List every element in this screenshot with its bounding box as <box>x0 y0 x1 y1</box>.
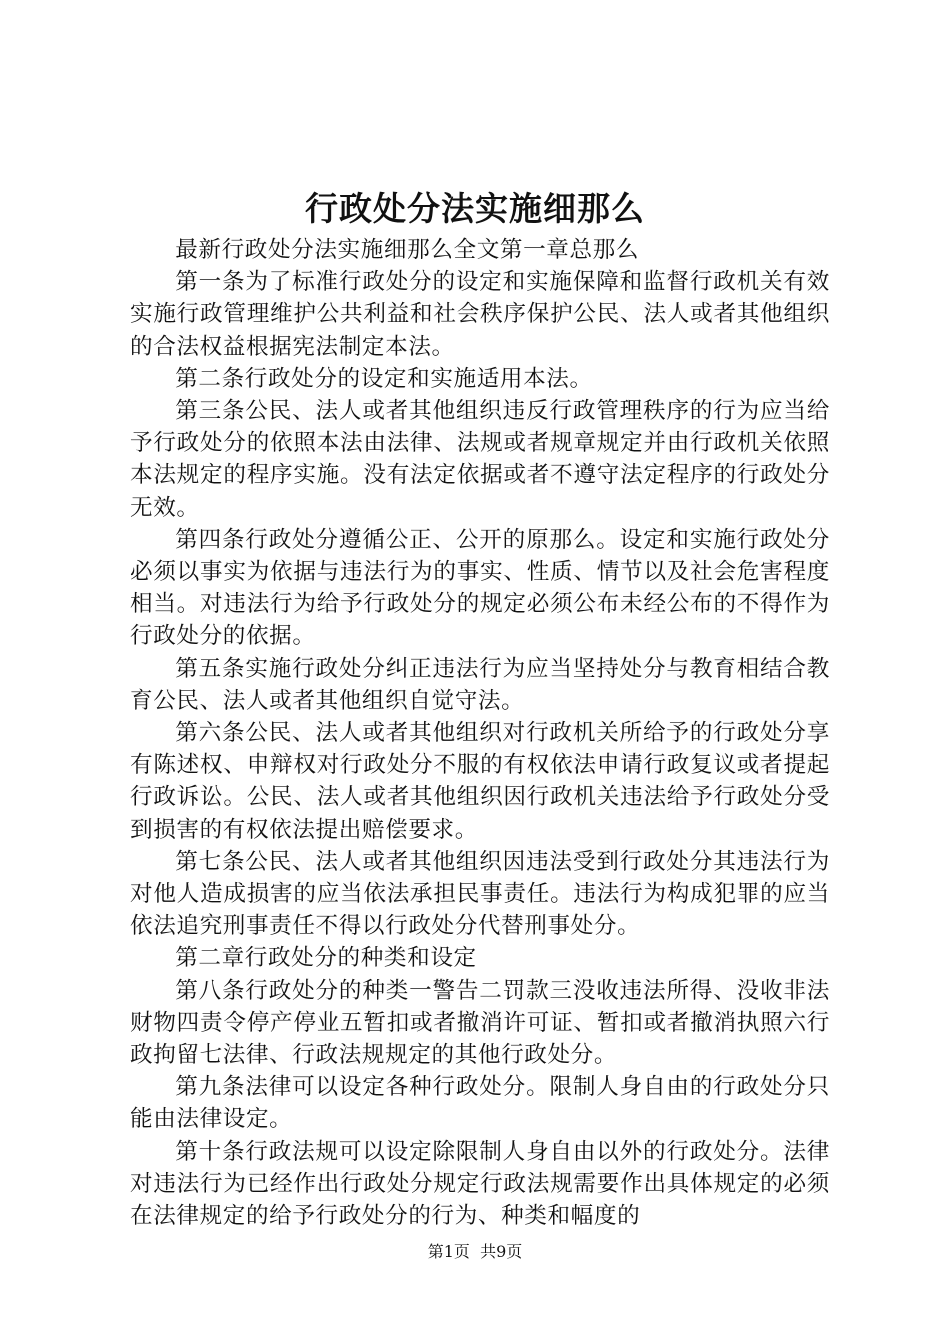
paragraph: 第九条法律可以设定各种行政处分。限制人身自由的行政处分只能由法律设定。 <box>130 1074 830 1133</box>
footer-spacer <box>470 1242 480 1261</box>
paragraph: 第八条行政处分的种类一警告二罚款三没收违法所得、没收非法财物四责令停产停业五暂扣或者撤消许可证、暂扣或者撤消执照六行政拘留七法律、行政法规规定的其他行政处分。 <box>130 977 830 1069</box>
paragraph: 最新行政处分法实施细那么全文第一章总那么 <box>175 237 640 263</box>
document-title: 行政处分法实施细那么 <box>305 189 645 228</box>
paragraph: 第四条行政处分遵循公正、公开的原那么。设定和实施行政处分必须以事实为依据与违法行为的事实、性质、情节以及社会危害程度相当。对违法行为给予行政处分的规定必须公布未经公布的不得作为行政处分的依据。 <box>130 526 830 650</box>
chapter-heading: 第二章行政处分的种类和设定 <box>175 945 477 972</box>
paragraph: 第二条行政处分的设定和实施适用本法。 <box>175 365 593 392</box>
paragraph: 第一条为了标准行政处分的设定和实施保障和监督行政机关有效实施行政管理维护公共利益和社会秩序保护公民、法人或者其他组织的合法权益根据宪法制定本法。 <box>130 269 830 360</box>
paragraph: 第五条实施行政处分纠正违法行为应当坚持处分与教育相结合教育公民、法人或者其他组织自觉守法。 <box>130 655 830 714</box>
document-body <box>130 234 830 1232</box>
page-footer <box>0 1240 950 1264</box>
paragraph: 第十条行政法规可以设定除限制人身自由以外的行政处分。法律对违法行为已经作出行政处分规定行政法规需要作出具体规定的必须在法律规定的给予行政处分的行为、种类和幅度的 <box>130 1138 830 1230</box>
paragraph: 第六条公民、法人或者其他组织对行政机关所给予的行政处分享有陈述权、申辩权对行政处分不服的有权依法申请行政复议或者提起行政诉讼。公民、法人或者其他组织因行政机关违法给予行政处分受到损害的有权依法提出赔偿要求。 <box>130 720 830 843</box>
paragraph: 第三条公民、法人或者其他组织违反行政管理秩序的行为应当给予行政处分的依照本法由法律、法规或者规章规定并由行政机关依照本法规定的程序实施。没有法定依据或者不遵守法定程序的行政处分无效。 <box>130 398 830 521</box>
page-number: 第1页 <box>427 1242 470 1261</box>
page-total: 共9页 <box>480 1242 523 1261</box>
paragraph: 第七条公民、法人或者其他组织因违法受到行政处分其违法行为对他人造成损害的应当依法承担民事责任。违法行为构成犯罪的应当依法追究刑事责任不得以行政处分代替刑事处分。 <box>130 848 830 940</box>
